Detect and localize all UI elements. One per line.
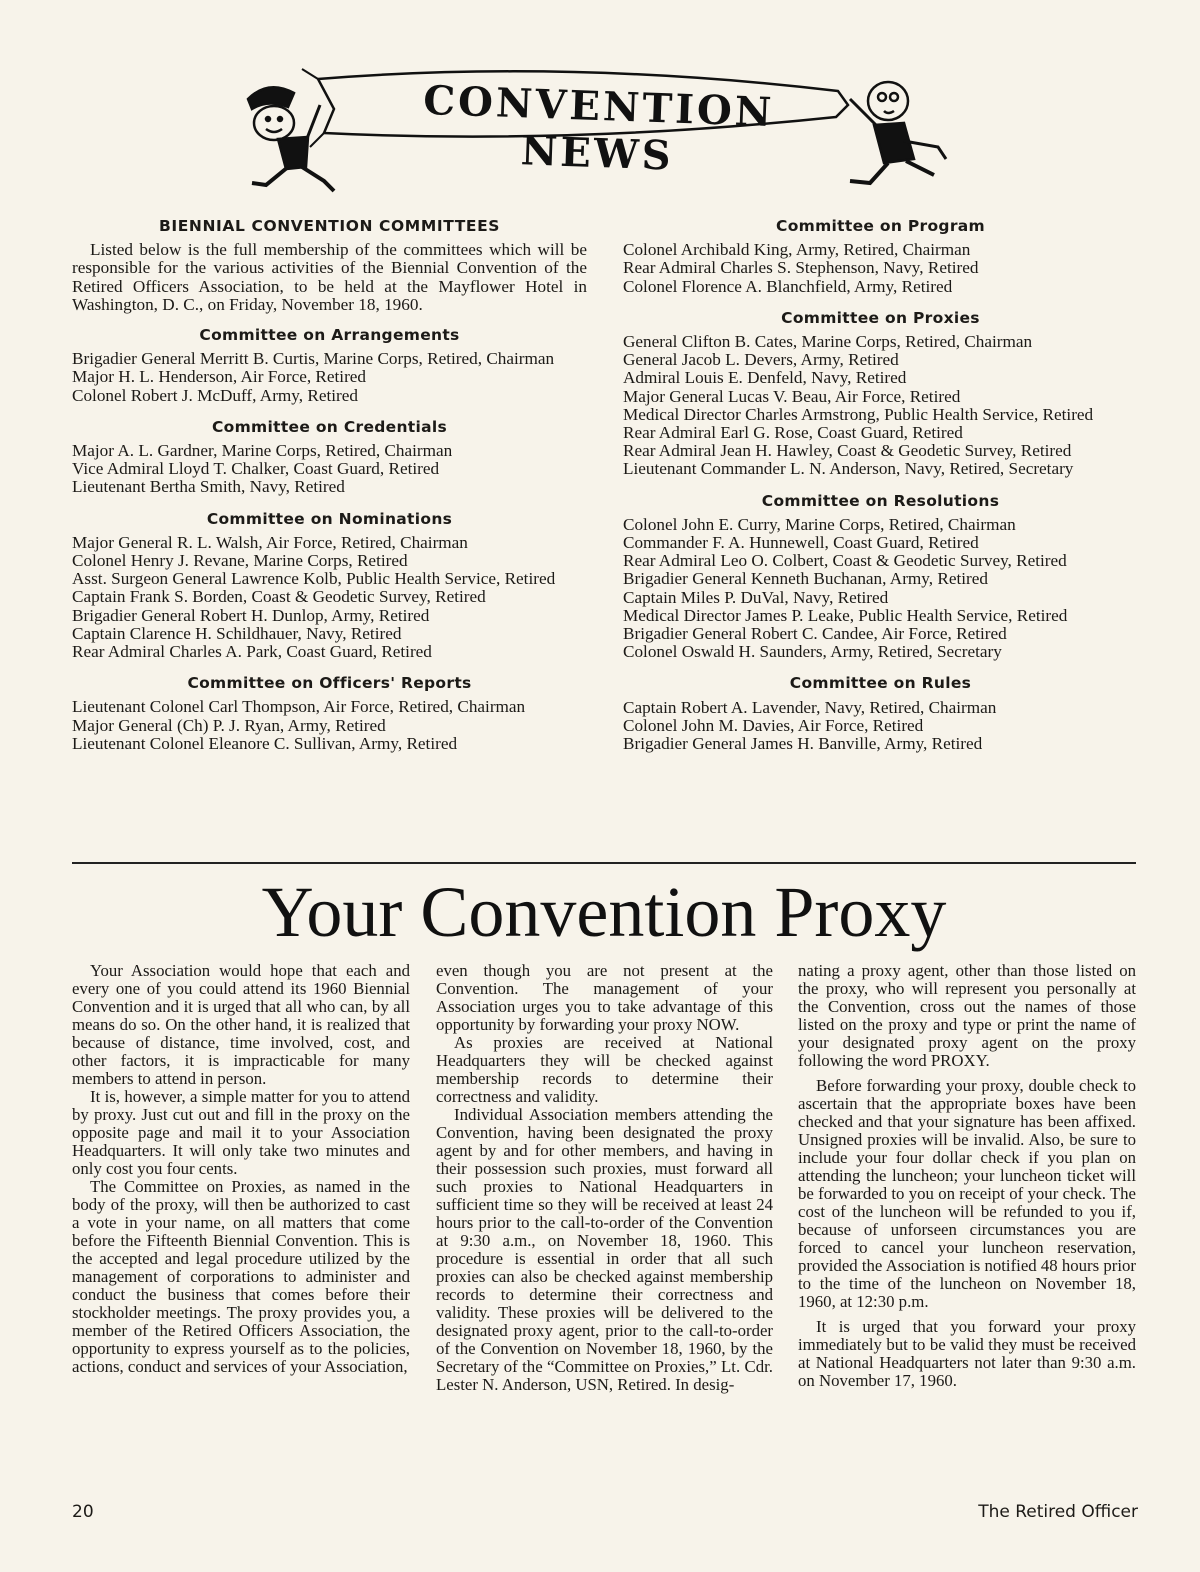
committee-member: Lieutenant Colonel Eleanore C. Sullivan, Army, Retired xyxy=(72,733,458,753)
committee-member: Rear Admiral Leo O. Colbert, Coast & Geodetic Survey, Retired xyxy=(623,551,1067,571)
committee-member-list xyxy=(72,442,587,497)
committee-heading: Committee on Arrangements xyxy=(199,326,460,345)
article-paragraph: even though you are not present at the Convention. The management of your Association urges you to take advantage of this opportunity by forwarding your proxy NOW. xyxy=(436,961,773,1034)
committee-member: Commander F. A. Hunnewell, Coast Guard, Retired xyxy=(623,533,979,553)
article-column-1 xyxy=(72,962,410,1376)
article-paragraph: The Committee on Proxies, as named in the body of the proxy, will then be authorized to cast a vote in your name, on all matters that come before the Fifteenth Biennial Convention. This is the accepted and legal procedure utilized by the management of corporations to administer and conduct the business that comes before their stockholder meetings. The proxy provides you, a member of the Retired Officers Association, the opportunity to express yourself as to the policies, actions, conduct and services of your Association, xyxy=(72,1177,410,1376)
article-paragraph: nating a proxy agent, other than those listed on the proxy, who will represent you personally at the Convention, cross out the names of those listed on the proxy and type or print the name of your designated proxy agent on the proxy following the word PROXY. xyxy=(798,961,1136,1070)
committee-member: Colonel Florence A. Blanchfield, Army, Retired xyxy=(623,276,953,296)
article-paragraph: Before forwarding your proxy, double check to ascertain that the appropriate boxes have been checked and that your signature has been affixed. Unsigned proxies will be invalid. Also, be sure to include your four dollar check if you plan on attending the luncheon; your luncheon ticket will be forwarded to you on receipt of your check. The cost of the luncheon will be refunded to you if, because of unforseen circumstances you are forced to cancel your luncheon reservation, provided the Association is notified 48 hours prior to the time of the luncheon on November 18, 1960, at 12:30 p.m. xyxy=(798,1076,1136,1311)
committee-member: Major General Lucas V. Beau, Air Force, Retired xyxy=(623,386,961,406)
committee-heading: Committee on Officers' Reports xyxy=(187,674,472,693)
committee-member: Brigadier General Robert C. Candee, Air Force, Retired xyxy=(623,624,1007,644)
committee-heading: Committee on Proxies xyxy=(781,308,980,327)
committee-member: Major General R. L. Walsh, Air Force, Retired, Chairman xyxy=(72,532,468,552)
article-column-3 xyxy=(798,962,1136,1390)
committee-member-list xyxy=(72,534,587,661)
committee-member-list xyxy=(72,698,587,753)
biennial-committees-heading: BIENNIAL CONVENTION COMMITTEES xyxy=(158,217,501,235)
committee-member: General Clifton B. Cates, Marine Corps, Retired, Chairman xyxy=(623,332,1033,352)
committee-member: Brigadier General Kenneth Buchanan, Army, Retired xyxy=(623,569,988,589)
right-cartoon-man xyxy=(850,82,946,183)
committee-member: Major H. L. Henderson, Air Force, Retired xyxy=(72,367,367,387)
article-column-2 xyxy=(436,962,773,1394)
committee-member: Lieutenant Commander L. N. Anderson, Navy, Retired, Secretary xyxy=(623,459,1074,479)
article-paragraph: Individual Association members attending the Convention, having been designated the proxy agent by and for other members, and having in their possession such proxies, must forward all such proxies to National Headquarters in sufficient time so they will be received at least 24 hours prior to the call-to-order of the Convention at 9:30 a.m., on November 18, 1960. This procedure is essential in order that all such proxies can also be checked against membership records to determine their correctness and validity. These proxies will be delivered to the designated proxy agent, prior to the call-to-order of the Convention on November 18, 1960, by the Secretary of the “Committee on Proxies,” Lt. Cdr. Lester N. Anderson, USN, Retired. In desig- xyxy=(436,1105,773,1394)
committee-heading: Committee on Credentials xyxy=(211,417,448,436)
section-divider xyxy=(72,862,1136,864)
committee-member: Captain Frank S. Borden, Coast & Geodetic Survey, Retired xyxy=(72,587,486,607)
committee-member: General Jacob L. Devers, Army, Retired xyxy=(623,350,899,370)
committee-heading: Committee on Program xyxy=(776,217,985,235)
committees-right-column xyxy=(623,217,1138,766)
committee-member: Captain Miles P. DuVal, Navy, Retired xyxy=(623,587,889,607)
committee-member: Asst. Surgeon General Lawrence Kolb, Public Health Service, Retired xyxy=(72,569,556,589)
publication-name: The Retired Officer xyxy=(978,1502,1138,1522)
committee-member: Admiral Louis E. Denfeld, Navy, Retired xyxy=(623,368,907,388)
committee-member-list xyxy=(72,350,587,405)
committee-member-list xyxy=(623,333,1138,479)
committee-member-list xyxy=(623,699,1138,754)
committee-member: Colonel Oswald H. Saunders, Army, Retired, Secretary xyxy=(623,642,1002,662)
committee-member-list xyxy=(623,516,1138,662)
committee-member: Major General (Ch) P. J. Ryan, Army, Retired xyxy=(72,715,386,735)
committee-member: Medical Director James P. Leake, Public Health Service, Retired xyxy=(623,605,1068,625)
committee-member-list xyxy=(623,241,1138,296)
committee-heading: Committee on Rules xyxy=(789,674,972,693)
article-paragraph: It is urged that you forward your proxy immediately but to be valid they must be received at National Headquarters not later than 9:30 a.m. on November 17, 1960. xyxy=(798,1317,1136,1390)
committees-intro-paragraph: Listed below is the full membership of the committees which will be responsible for the various activities of the Biennial Convention of the Retired Officers Association, to be held at the Mayflower Hotel in Washington, D. C., on Friday, November 18, 1960. xyxy=(72,240,587,314)
article-headline: Your Convention Proxy xyxy=(261,872,947,952)
committee-member: Lieutenant Colonel Carl Thompson, Air Force, Retired, Chairman xyxy=(72,697,526,717)
committee-member: Captain Robert A. Lavender, Navy, Retired, Chairman xyxy=(623,697,997,717)
committees-left-column xyxy=(72,217,587,766)
committee-member: Major A. L. Gardner, Marine Corps, Retired, Chairman xyxy=(72,441,453,461)
committee-member: Vice Admiral Lloyd T. Chalker, Coast Guard, Retired xyxy=(72,459,440,479)
committee-member: Brigadier General Robert H. Dunlop, Army, Retired xyxy=(72,605,430,625)
committee-member: Brigadier General James H. Banville, Army, Retired xyxy=(623,734,983,754)
committee-member: Colonel Archibald King, Army, Retired, Chairman xyxy=(623,240,971,260)
article-paragraph: It is, however, a simple matter for you to attend by proxy. Just cut out and fill in the proxy on the opposite page and mail it to your Association Headquarters. It will only take two minutes and only cost you four cents. xyxy=(72,1087,410,1178)
committee-member: Rear Admiral Earl G. Rose, Coast Guard, Retired xyxy=(623,423,963,443)
committee-member: Medical Director Charles Armstrong, Public Health Service, Retired xyxy=(623,404,1094,424)
committee-member: Captain Clarence H. Schildhauer, Navy, Retired xyxy=(72,623,402,643)
committee-member: Colonel Henry J. Revane, Marine Corps, Retired xyxy=(72,551,408,571)
committee-heading: Committee on Nominations xyxy=(206,509,453,528)
committee-member: Colonel Robert J. McDuff, Army, Retired xyxy=(72,385,358,405)
article-paragraph: As proxies are received at National Headquarters they will be checked against membership records to determine their correctness and validity. xyxy=(436,1033,773,1106)
article-paragraph: Your Association would hope that each and every one of you could attend its 1960 Biennial Convention and it is urged that all who can, by all means do so. On the other hand, it is realized that because of distance, time involved, cost, and other factors, it is impracticable for many members to attend in person. xyxy=(72,961,410,1088)
committee-heading: Committee on Resolutions xyxy=(761,491,1000,510)
committee-member: Colonel John E. Curry, Marine Corps, Retired, Chairman xyxy=(623,514,1016,534)
left-cartoon-man xyxy=(248,87,334,191)
committee-member: Rear Admiral Jean H. Hawley, Coast & Geodetic Survey, Retired xyxy=(623,441,1072,461)
committee-member: Brigadier General Merritt B. Curtis, Marine Corps, Retired, Chairman xyxy=(72,349,555,369)
banner-title: CONVENTION NEWS xyxy=(422,76,776,180)
page-number: 20 xyxy=(72,1502,94,1522)
committee-member: Rear Admiral Charles A. Park, Coast Guard, Retired xyxy=(72,642,432,662)
committee-member: Lieutenant Bertha Smith, Navy, Retired xyxy=(72,477,345,497)
committee-member: Colonel John M. Davies, Air Force, Retired xyxy=(623,715,924,735)
convention-news-banner xyxy=(238,55,968,203)
committee-member: Rear Admiral Charles S. Stephenson, Navy, Retired xyxy=(623,258,979,278)
